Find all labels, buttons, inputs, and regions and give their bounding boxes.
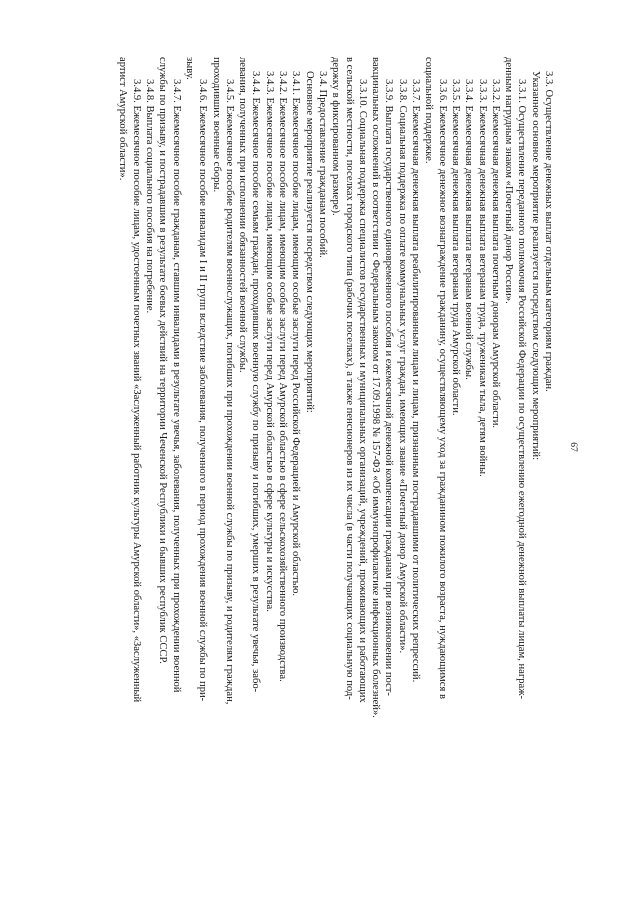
text-line: 3.3.6. Ежемесячное денежное вознаграждение гражданину, осуществляющему уход за гражданином пожилого возраста, нуждающимся в xyxy=(436,79,448,699)
text-line: 3.4.3. Ежемесячное пособие лицам, имеющим особые заслуги перед Амурской областью в сфере культуры и искусства. xyxy=(263,71,275,612)
text-line: 3.3.9. Выплата государственного единовременного пособия и ежемесячной денежной компенсации гражданам при возникновении пост- xyxy=(383,79,395,696)
text-line: 3.3. Осуществление денежных выплат отдельным категориям граждан. xyxy=(543,71,554,392)
text-line: 3.3.4. Ежемесячная денежная выплата ветеранам военной службы. xyxy=(463,79,475,380)
text-line: 3.4.8. Выплата социального пособия на погребение. xyxy=(144,79,156,314)
text-line: 3.4.4. Ежемесячное пособие семьям граждан, проходивших военную службу по призыву и погибших, умерших в результате увечья, забо- xyxy=(250,71,262,693)
text-line: 3.3.1. Осуществление переданного полномочия Российской Федерации по осуществлению ежегодной денежной выплаты лицам, награж- xyxy=(516,79,528,700)
text-line: вакцинальных осложнений в соответствии с Федеральным законом от 17.09.1998 № 157-ФЗ «Об иммунопрофилактике инфекционных болезней». xyxy=(370,57,382,718)
text-line: зыву. xyxy=(183,57,195,80)
text-line: 3.4.5. Ежемесячное пособие родителям военнослужащих, погибших при прохождении военной службы по призыву, и родителям граждан, xyxy=(223,79,235,705)
text-line: 3.4.7. Ежемесячное пособие гражданам, ставшим инвалидами в результате увечья, заболевания, полученных при прохождении военной xyxy=(170,79,182,693)
text-lines xyxy=(116,57,555,847)
text-line: держку в фиксированном размере). xyxy=(330,57,342,216)
text-line: 3.4.2. Ежемесячное пособие лицам, имеющим особые заслуги перед Амурской областью в сфере сельскохозяйственного производства. xyxy=(277,71,289,682)
text-line: левания, полученных при исполнении обязанностей военной службы. xyxy=(237,57,249,373)
document-content-rotated xyxy=(85,57,555,847)
text-line: денным нагрудным знаком «Почетный донор России». xyxy=(503,57,515,304)
text-line: 3.4. Предоставление гражданам пособий. xyxy=(316,71,328,258)
text-line: 3.3.10. Социальная поддержка специалистов государственных и муниципальных организаций, учреждений, проживающих и работающих xyxy=(356,79,368,703)
text-line: 3.3.7. Ежемесячная денежная выплата реабилитированным лицам и лицам, признанным пострадавшими от политических репрессий. xyxy=(410,79,422,683)
text-line: в сельской местности, поселках городского типа (рабочих поселках), а также пенсионеров из их числа (в части получающих социальную под- xyxy=(343,57,355,700)
text-line: 3.4.6. Ежемесячное пособие инвалидам I и II групп вследствие заболевания, полученного в период прохождения военной службы по при- xyxy=(197,79,209,702)
text-line: 3.3.2. Ежемесячная денежная выплата почетным донорам Амурской области. xyxy=(489,79,501,429)
text-line: 3.4.1. Ежемесячное пособие лицам, имеющим особые заслуги перед Российской Федерацией и Амурской областью. xyxy=(290,71,302,597)
text-line: Основное мероприятие реализуется посредством следующих мероприятий: xyxy=(303,71,315,413)
text-line: 3.3.5. Ежемесячная денежная выплата ветеранам труда Амурской области. xyxy=(449,79,461,416)
text-line: 3.3.8. Социальная поддержка по оплате коммунальных услуг граждан, имеющих звание «Почетный донор Амурской области». xyxy=(396,79,408,654)
text-line: 3.4.9. Ежемесячное пособие лицам, удостоенным почетных званий «Заслуженный работник культуры Амурской области», «Заслуженный xyxy=(130,79,142,703)
text-line: социальной поддержке. xyxy=(423,57,435,164)
text-line: проходивших военные сборы. xyxy=(210,57,222,193)
page-number: 67 xyxy=(567,442,578,452)
text-line: артист Амурской области». xyxy=(117,57,129,181)
text-line: службы по призыву, и пострадавшим в результате боевых действий на территории Чеченской Республики и бывших республик СССР. xyxy=(157,57,169,664)
text-line: 3.3.3. Ежемесячная денежная выплата ветеранам труда, труженикам тыла, детям войны. xyxy=(476,79,488,477)
text-line: Указанное основное мероприятие реализуется посредством следующих мероприятий: xyxy=(529,71,541,461)
